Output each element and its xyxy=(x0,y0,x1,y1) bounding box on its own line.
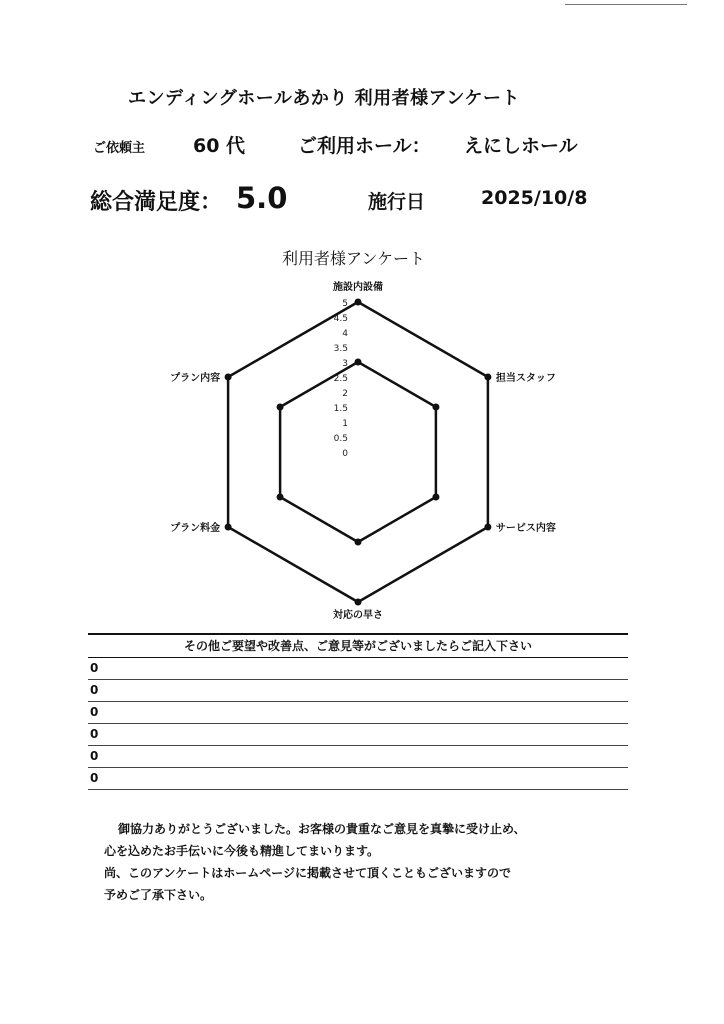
radar-scale-tick: 5 xyxy=(342,299,348,309)
radar-axis-label: プラン内容 xyxy=(170,373,221,384)
date-label: 施行日 xyxy=(368,191,426,213)
radar-scale-tick: 4.5 xyxy=(333,314,348,324)
comment-row: 0 xyxy=(88,658,628,680)
hall-label: ご利用ホール： xyxy=(298,135,431,157)
client-age-value: 60 代 xyxy=(193,135,246,157)
date-value: 2025/10/8 xyxy=(481,187,588,209)
comment-row: 0 xyxy=(88,680,628,702)
hall-name-value: えにしホール xyxy=(464,135,578,157)
satisfaction-value: 5.0 xyxy=(236,181,288,215)
client-label: ご依頼主 xyxy=(93,141,146,156)
radar-axis-label: サービス内容 xyxy=(495,523,556,534)
radar-data-point xyxy=(432,404,439,411)
radar-data-point xyxy=(355,359,362,366)
radar-scale-tick: 1.5 xyxy=(333,404,348,414)
document-title: エンディングホールあかり 利用者様アンケート xyxy=(128,88,521,109)
radar-data-point xyxy=(355,599,362,606)
closing-line: 御協力ありがとうございました。お客様の貴重なご意見を真摯に受け止め、 xyxy=(118,822,526,836)
radar-scale-tick: 0 xyxy=(342,449,348,459)
radar-data-point xyxy=(225,524,232,531)
comment-row: 0 xyxy=(88,724,628,746)
radar-data-point xyxy=(484,374,491,381)
radar-data-point xyxy=(355,299,362,306)
radar-axis-label: プラン料金 xyxy=(170,523,221,534)
radar-series xyxy=(225,299,492,606)
radar-data-point xyxy=(277,494,284,501)
radar-series-polygon xyxy=(280,362,436,542)
comments-section xyxy=(88,633,628,790)
radar-scale-tick: 3 xyxy=(342,359,348,369)
closing-line: 心を込めたお手伝いに今後も精進してまいります。 xyxy=(104,844,380,858)
radar-data-point xyxy=(484,524,491,531)
radar-scale-ticks xyxy=(334,299,349,459)
radar-scale-tick: 2.5 xyxy=(333,374,348,384)
radar-axis-label: 施設内設備 xyxy=(333,282,383,293)
radar-data-point xyxy=(225,374,232,381)
comments-header: その他ご要望や改善点、ご意見等がございましたらご記入下さい xyxy=(88,633,628,658)
comment-row: 0 xyxy=(88,702,628,724)
top-edge-rule xyxy=(565,4,687,5)
chart-title: 利用者様アンケート xyxy=(282,249,426,268)
radar-data-point xyxy=(277,404,284,411)
radar-data-point xyxy=(355,539,362,546)
radar-series-polygon xyxy=(228,302,488,602)
radar-axis-label: 対応の早さ xyxy=(333,610,383,621)
radar-scale-tick: 2 xyxy=(342,389,348,399)
closing-line: 尚、このアンケートはホームページに掲載させて頂くこともございますので xyxy=(104,866,512,880)
closing-message xyxy=(104,818,526,906)
radar-axis-label: 担当スタッフ xyxy=(495,373,556,384)
radar-data-point xyxy=(432,494,439,501)
radar-chart xyxy=(140,270,580,630)
comment-row: 0 xyxy=(88,746,628,768)
radar-scale-tick: 3.5 xyxy=(333,344,348,354)
radar-scale-tick: 0.5 xyxy=(333,434,348,444)
closing-line: 予めご了承下さい。 xyxy=(104,888,213,902)
comment-row: 0 xyxy=(88,768,628,790)
radar-scale-tick: 1 xyxy=(342,419,348,429)
radar-scale-tick: 4 xyxy=(342,329,348,339)
satisfaction-label: 総合満足度： xyxy=(90,190,223,215)
